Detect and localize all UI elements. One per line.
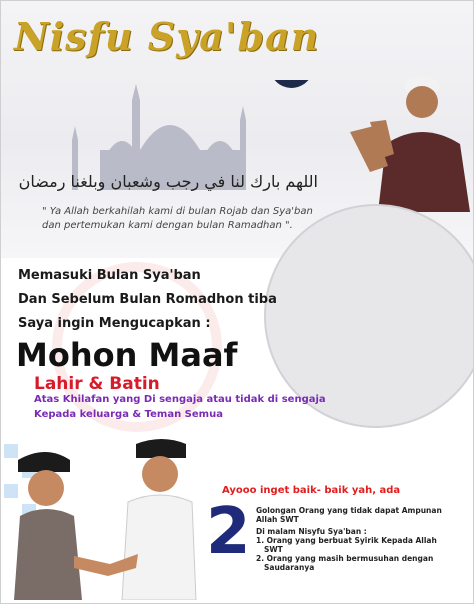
- arabic-prayer: اللهم بارك لنا في رجب وشعبان وبلغنا رمضان: [18, 172, 318, 191]
- golongan-intro: Golongan Orang yang tidak dapat Ampunan Allah SWT: [256, 506, 442, 524]
- golongan-item: 2. Orang yang masih bermusuhan dengan Saudaranya: [256, 554, 434, 572]
- subheadline-lahir-batin: Lahir & Batin: [34, 374, 160, 394]
- greeting-line: Saya ingin Mengucapkan :: [18, 316, 211, 331]
- golongan-block: [256, 506, 456, 572]
- crescent-moon-icon: [270, 80, 312, 88]
- big-number-2: 2: [206, 495, 251, 569]
- prayer-quote: " Ya Allah berkahilah kami di bulan Rojab dan Sya'ban dan pertemukan kami dengan bulan Ramadhan ".: [42, 206, 313, 231]
- greeting-line: Dan Sebelum Bulan Romadhon tiba: [18, 292, 277, 307]
- reminder-text: Ayooo inget baik- baik yah, ada: [222, 485, 401, 496]
- golongan-item: 1. Orang yang berbuat Syirik Kepada Allah SWT: [256, 536, 437, 554]
- apology-line: Atas Khilafan yang Di sengaja atau tidak di sengaja: [34, 394, 326, 405]
- greeting-lines: [18, 264, 277, 336]
- title-nisfu-syaban: Nisfu Sya'ban: [14, 14, 320, 59]
- handshake-illustration: [10, 436, 200, 600]
- recipients-line: Kepada keluarga & Teman Semua: [34, 409, 223, 420]
- golongan-sub: Di malam Nisyfu Sya'ban :: [256, 527, 367, 536]
- headline-mohon-maaf: Mohon Maaf: [16, 336, 238, 374]
- greeting-line: Memasuki Bulan Sya'ban: [18, 268, 201, 283]
- praying-man-illustration: [330, 62, 474, 212]
